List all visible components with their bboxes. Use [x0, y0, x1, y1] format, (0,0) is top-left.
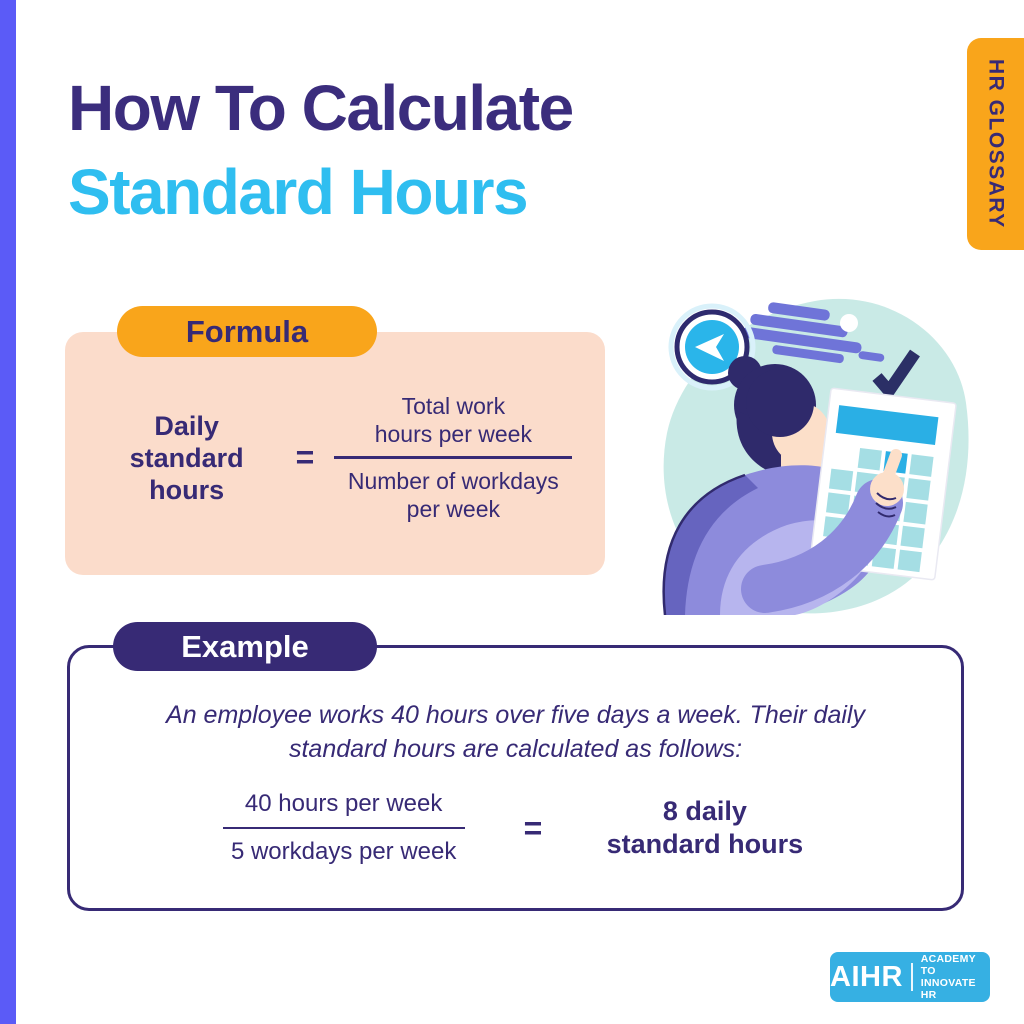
example-equals-sign: =	[523, 809, 543, 846]
formula-section	[65, 332, 605, 575]
example-section	[67, 645, 964, 911]
fraction-line	[223, 827, 465, 829]
aihr-tagline	[921, 953, 990, 1001]
example-result	[597, 795, 812, 861]
page-title-line2: Standard Hours	[68, 156, 528, 228]
aihr-tagline-line1: ACADEMY TO	[920, 953, 976, 977]
formula-result-line1: Daily	[154, 410, 219, 441]
hr-glossary-tab	[967, 38, 1024, 250]
page-title	[68, 66, 573, 234]
example-denominator: 5 workdays per week	[230, 838, 457, 865]
formula-equals-sign: =	[295, 439, 315, 475]
example-fraction	[219, 790, 469, 866]
left-accent-bar	[0, 0, 16, 1024]
formula-denominator-line2: per week	[406, 496, 500, 522]
aihr-brand-text: AIHR	[830, 960, 903, 993]
formula-result-line2: standard hours	[129, 442, 244, 505]
example-result-line2: standard hours	[606, 829, 804, 859]
formula-badge-label: Formula	[185, 313, 309, 349]
formula-numerator-line1: Total work	[401, 393, 506, 419]
formula-denominator-line1: Number of workdays	[347, 468, 559, 494]
sparkle-dot	[840, 314, 858, 332]
formula-badge	[117, 306, 377, 357]
example-description-line1: An employee works 40 hours over five days a week. Their daily	[166, 701, 865, 729]
example-equation	[70, 790, 961, 866]
hr-glossary-label: HR GLOSSARY	[984, 59, 1008, 229]
example-description	[70, 698, 961, 766]
aihr-logo	[830, 952, 990, 1002]
example-result-line1: 8 daily	[662, 796, 747, 826]
example-badge	[113, 622, 377, 671]
aihr-tagline-line2: INNOVATE HR	[920, 977, 976, 1001]
example-numerator: 40 hours per week	[244, 790, 443, 817]
illustration-graphic	[625, 283, 975, 615]
example-description-line2: standard hours are calculated as follows:	[288, 735, 743, 763]
formula-numerator-line2: hours per week	[374, 421, 532, 447]
logo-divider	[911, 963, 913, 991]
formula-equation	[65, 392, 605, 523]
example-badge-label: Example	[181, 628, 309, 664]
formula-result-term	[92, 410, 282, 506]
fraction-line	[334, 456, 572, 459]
formula-fraction	[328, 392, 578, 523]
page-title-line1: How To Calculate	[68, 72, 573, 144]
